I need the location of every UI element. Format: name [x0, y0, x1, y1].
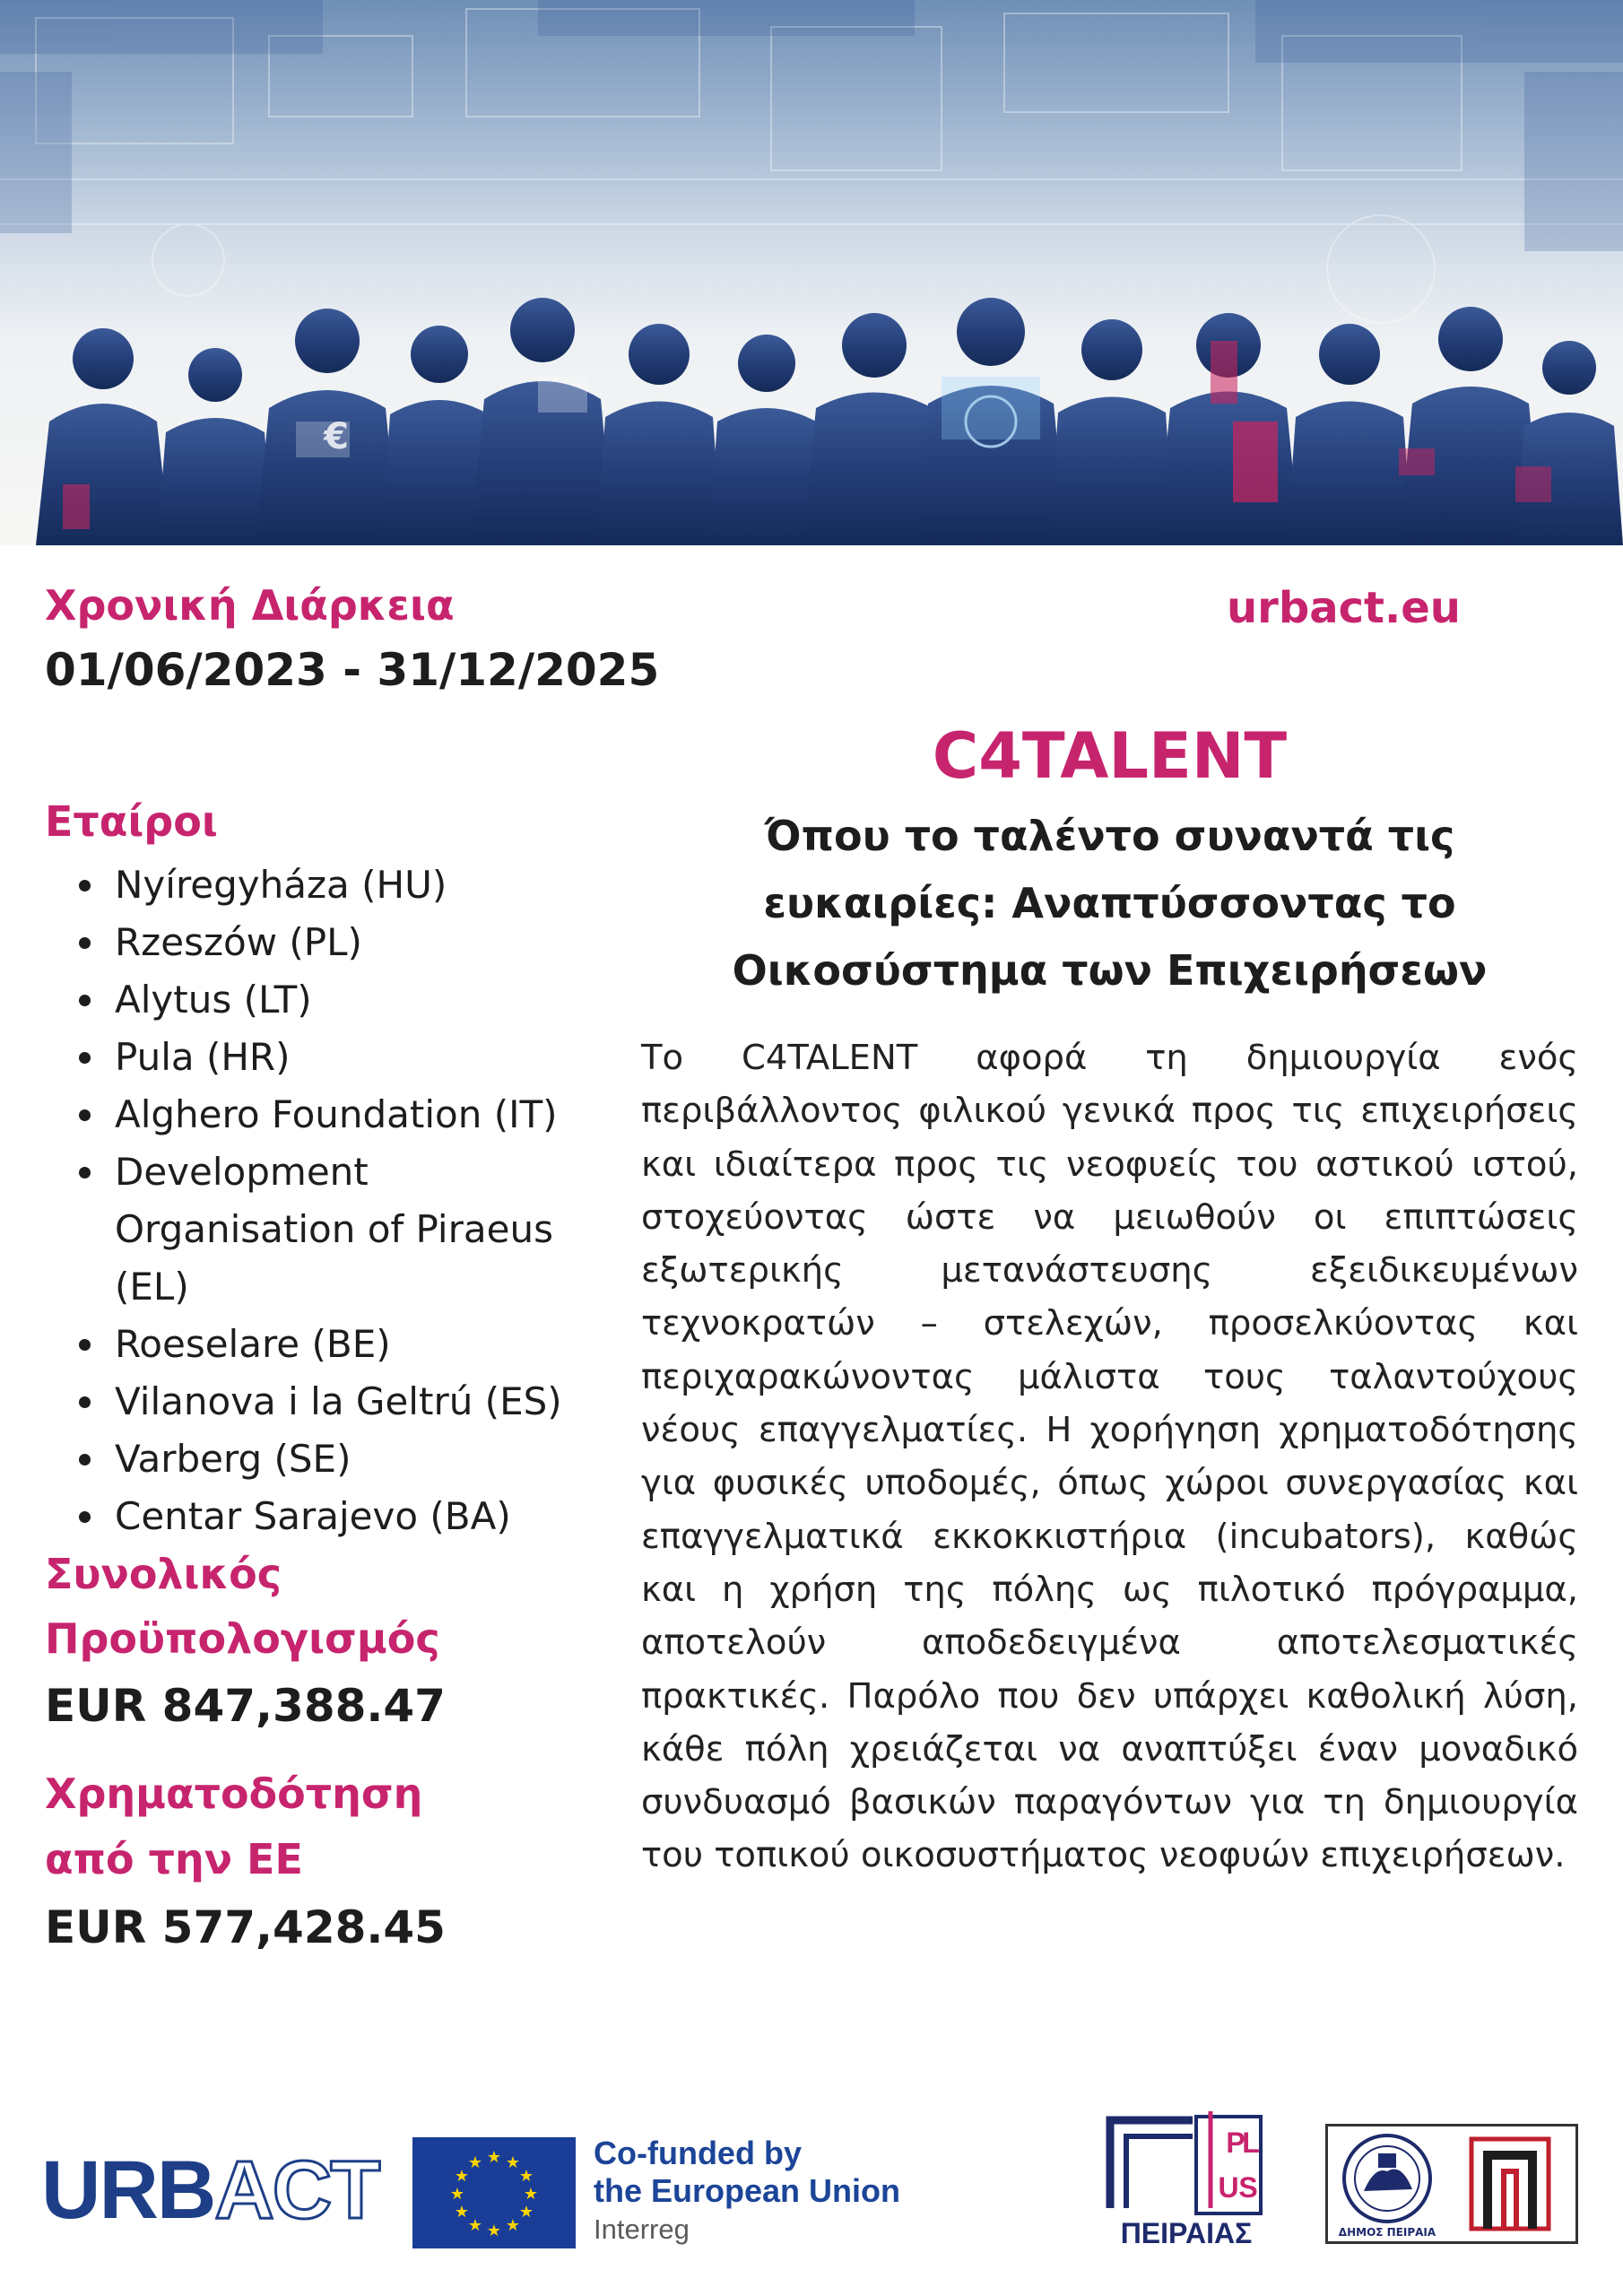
svg-text:★: ★: [454, 2167, 470, 2186]
plus-letter: L: [1242, 2126, 1260, 2159]
partner-item: Development Organisation of Piraeus (EL): [45, 1144, 619, 1316]
project-title: C4TALENT: [932, 719, 1288, 793]
plus-logo-caption: ΠΕΙΡΑΙΑΣ: [1120, 2217, 1253, 2249]
hero-banner: [0, 0, 1623, 545]
svg-text:★: ★: [454, 2203, 470, 2222]
budget-label-line2: Προϋπολογισμός: [45, 1614, 440, 1663]
eu-funding-value: EUR 577,428.45: [45, 1901, 446, 1953]
website-link[interactable]: urbact.eu: [1227, 583, 1461, 633]
svg-text:★: ★: [523, 2185, 539, 2204]
eu-flag-icon: [412, 2137, 576, 2248]
partner-item: Roeselare (BE): [45, 1316, 619, 1373]
svg-text:★: ★: [467, 2153, 483, 2172]
budget-value: EUR 847,388.47: [45, 1680, 446, 1732]
budget-label-line1: Συνολικός: [45, 1550, 282, 1598]
piraeus-seal-icon: [1328, 2126, 1575, 2241]
eu-text-line3: Interreg: [594, 2213, 690, 2245]
svg-text:★: ★: [486, 2222, 502, 2240]
partner-item: Alytus (LT): [45, 971, 619, 1029]
partner-item: Alghero Foundation (IT): [45, 1086, 619, 1144]
urbact-logo-part2: ACT: [214, 2144, 379, 2236]
eu-funding-label-line1: Χρηματοδότηση: [45, 1770, 423, 1818]
subtitle-line: ευκαιρίες: Αναπτύσσοντας το: [763, 879, 1456, 927]
svg-text:★: ★: [486, 2148, 502, 2167]
partner-item: Pula (HR): [45, 1029, 619, 1086]
svg-text:★: ★: [467, 2216, 483, 2235]
eu-stars-icon: [412, 2137, 576, 2248]
duration-label: Χρονική Διάρκεια: [45, 581, 455, 630]
eu-text-line1: Co-funded by: [594, 2135, 802, 2171]
subtitle-line: Όπου το ταλέντο συναντά τις: [764, 812, 1455, 860]
plus-letter: S: [1238, 2171, 1258, 2204]
eu-funding-label-line2: από την ΕΕ: [45, 1835, 303, 1883]
partners-list: [45, 857, 619, 1545]
svg-text:★: ★: [518, 2167, 534, 2186]
partner-item: Vilanova i la Geltrú (ES): [45, 1373, 619, 1431]
partner-item: Rzeszów (PL): [45, 914, 619, 971]
partner-item: Varberg (SE): [45, 1431, 619, 1488]
piraeus-seal-text: ΔΗΜΟΣ ΠΕΙΡΑΙΑ: [1338, 2226, 1436, 2239]
plus-letter: P: [1226, 2126, 1245, 2159]
duration-value: 01/06/2023 - 31/12/2025: [45, 644, 660, 696]
project-subtitle: [641, 803, 1578, 1004]
svg-text:★: ★: [505, 2216, 521, 2235]
urbact-logo-part1: URB: [41, 2144, 215, 2236]
svg-text:€: €: [324, 416, 349, 457]
project-description: Το C4TALENT αφορά τη δημιουργία ενός περιβάλλοντος φιλικού γενικά προς τις επιχειρήσεις και ιδιαίτερα προς τις νεοφυείς του αστικού ιστού, στοχεύοντας ώστε να μειωθούν οι επιπτώσεις εξωτερικής μετανάστευσης εξειδικευμένων τεχνοκρατών – στελεχών, προσελκύοντας και περιχαρακώνοντας μάλιστα τους ταλαντούχους νέους επαγγελματίες. Η χορήγηση χρηματοδότησης για φυσικές υποδομές, όπως χώροι συνεργασίας και επαγγελματικά εκκοκκιστήρια (incubators), καθώς και η χρήση της πόλης ως πιλοτικό πρόγραμμα, αποτελούν αποδεδειγμένα αποτελεσματικές πρακτικές. Παρόλο που δεν υπάρχει καθολική λύση, κάθε πόλη χρειάζεται να αναπτύξει έναν μοναδικό συνδυασμό βασικών παραγόντων για τη δημιουργία του τοπικού οικοσυστήματος νεοφυών επιχειρήσεων.: [641, 1038, 1578, 1876]
eu-text-line2: the European Union: [594, 2172, 900, 2209]
partner-item: Centar Sarajevo (BA): [45, 1488, 619, 1545]
partners-label: Εταίροι: [45, 797, 218, 846]
eu-cofunded-text: [594, 2135, 900, 2249]
svg-text:★: ★: [505, 2153, 521, 2172]
svg-text:★: ★: [449, 2185, 465, 2204]
plus-letter: U: [1218, 2171, 1239, 2204]
urbact-logo: [41, 2145, 378, 2235]
subtitle-line: Οικοσύστημα των Επιχειρήσεων: [732, 946, 1488, 995]
municipality-of-piraeus-logo: [1325, 2124, 1578, 2244]
hero-image: [0, 0, 1623, 545]
partner-item: Nyíregyháza (HU): [45, 857, 619, 914]
svg-text:★: ★: [518, 2203, 534, 2222]
